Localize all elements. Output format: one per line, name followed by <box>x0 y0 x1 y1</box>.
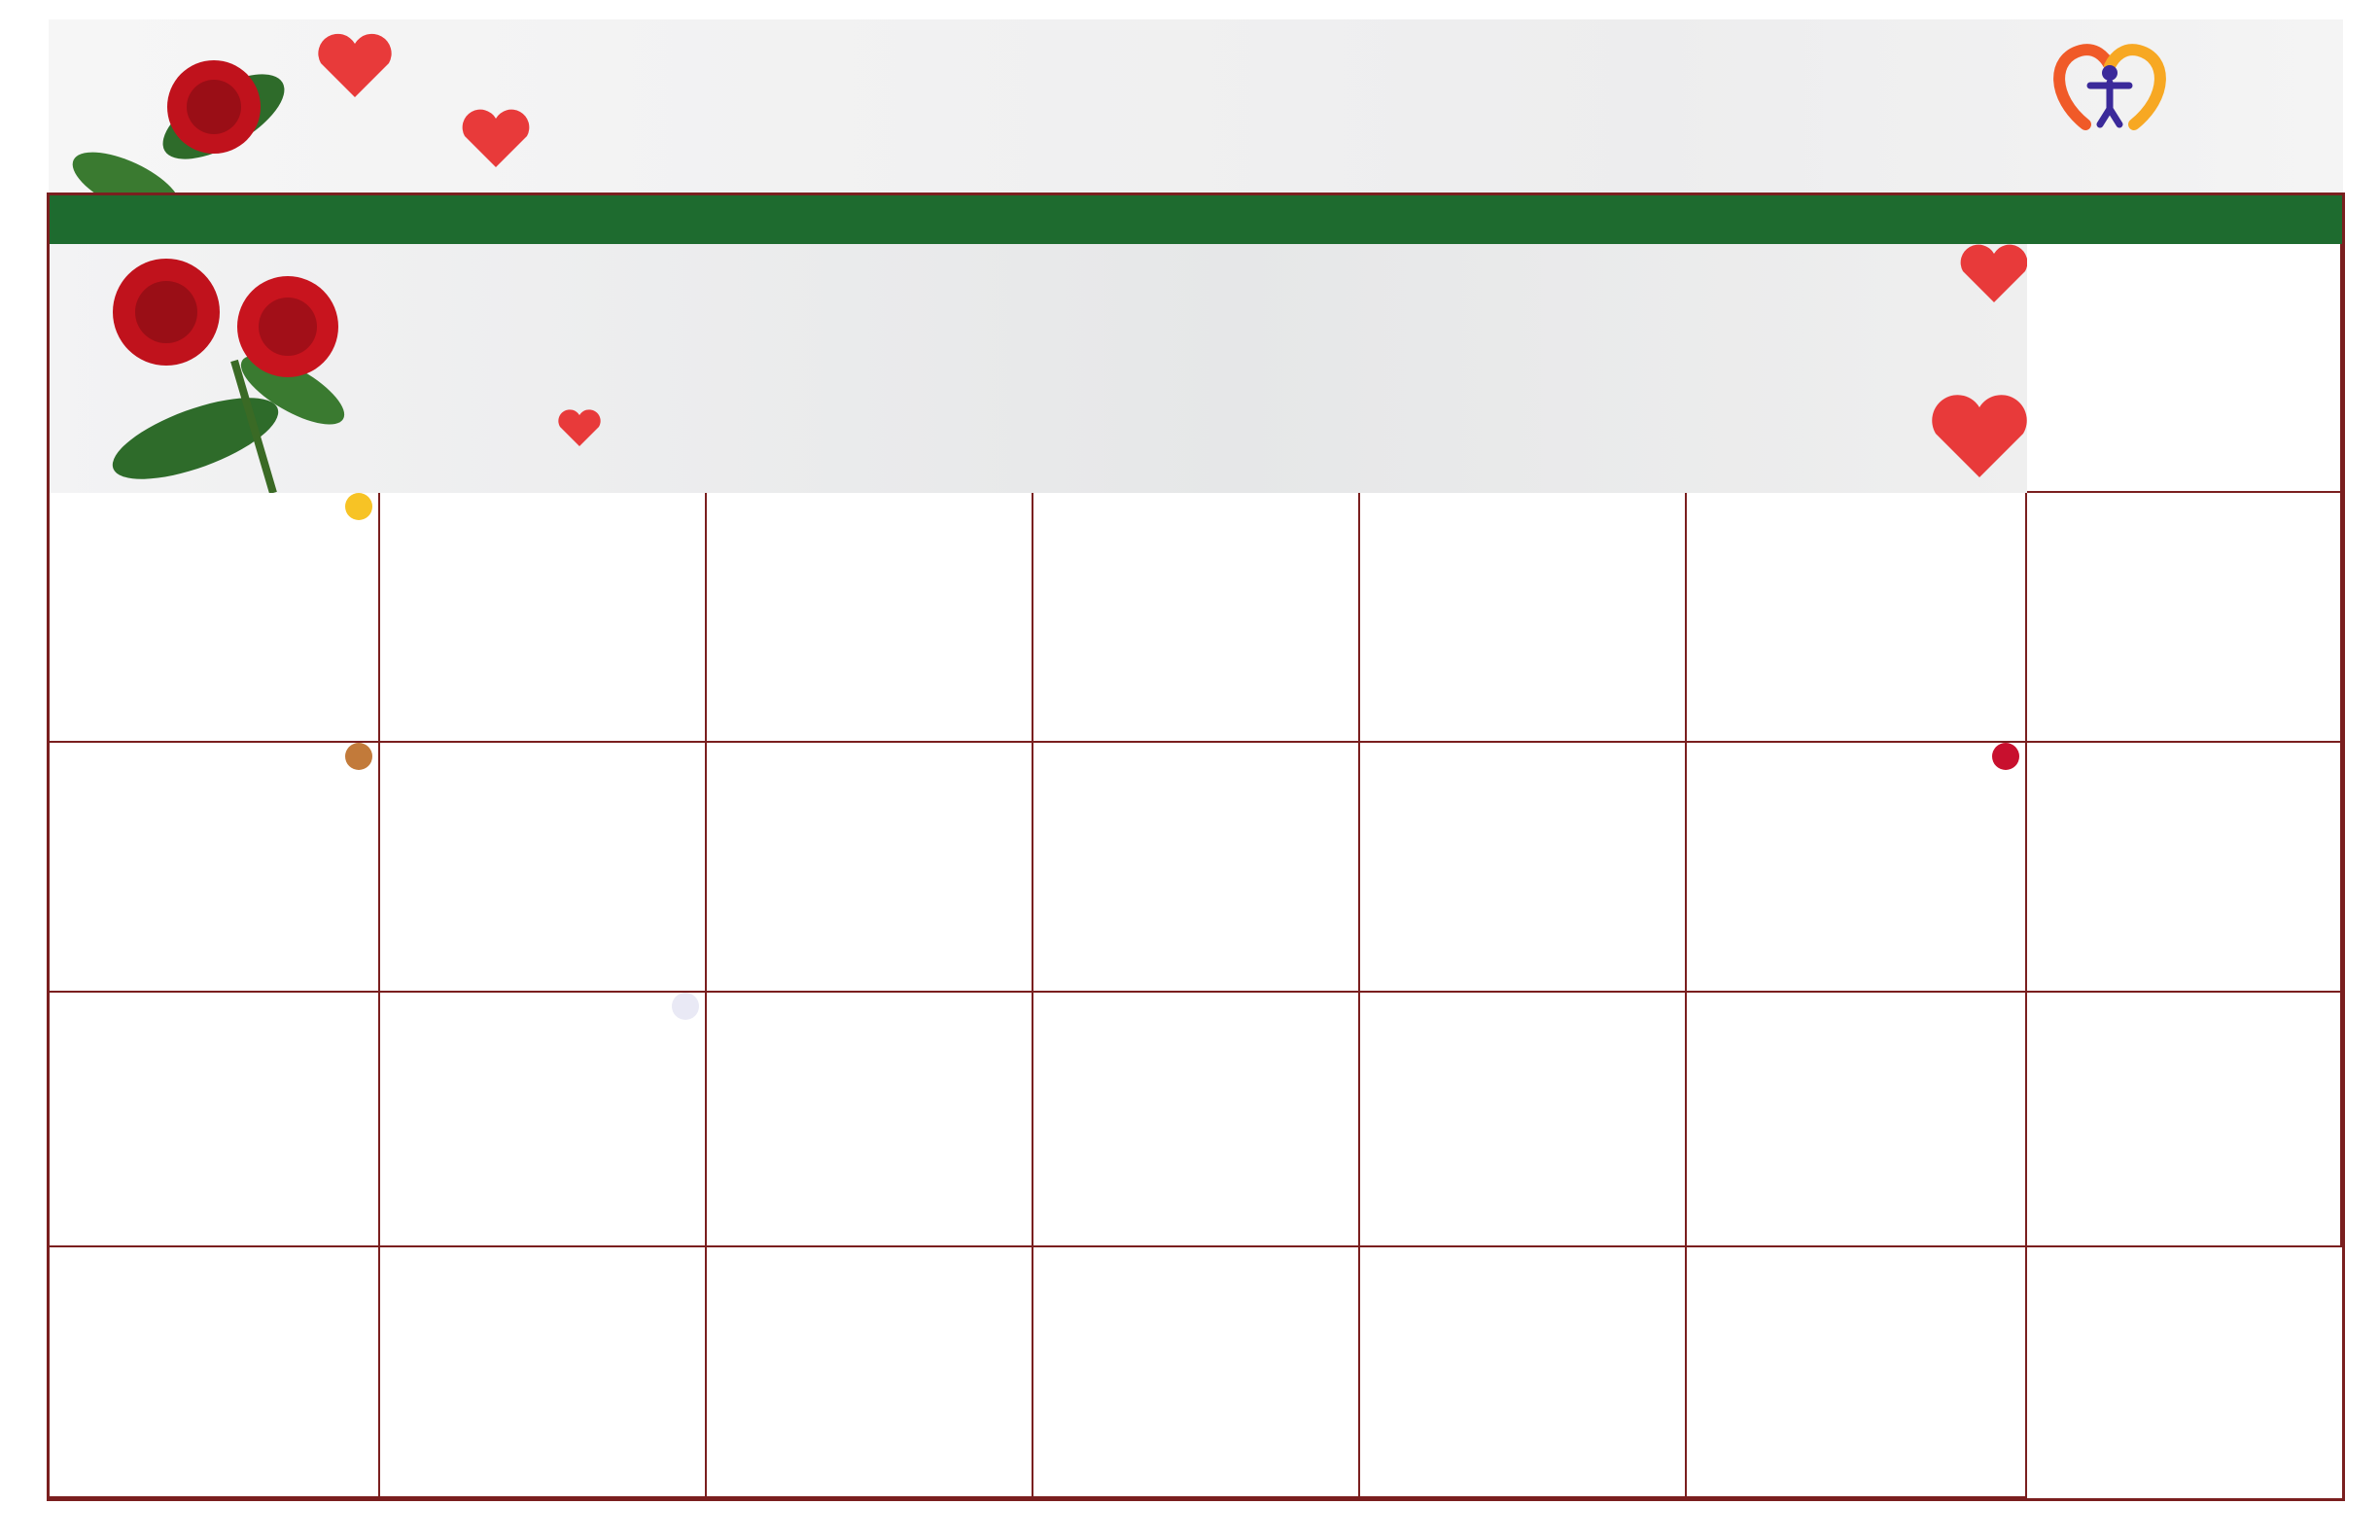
day-cell <box>1360 743 1687 993</box>
heart-icon <box>1955 244 2027 312</box>
day-cell <box>1033 1247 1360 1498</box>
roses-image <box>68 39 457 194</box>
day-cell <box>2027 993 2342 1247</box>
weekday-header-row <box>50 195 2342 244</box>
weekday-label <box>1360 195 1687 244</box>
day-number <box>345 743 372 770</box>
day-number <box>672 993 699 1020</box>
day-cell <box>1360 1247 1687 1498</box>
roses-image <box>50 244 370 493</box>
heart-icon <box>555 407 604 451</box>
day-cell <box>707 743 1033 993</box>
day-cell <box>1687 743 2027 993</box>
calendar-grid <box>47 192 2345 1501</box>
day-cell <box>380 1247 707 1498</box>
day-cell <box>1360 493 1687 743</box>
weekday-label <box>2027 195 2342 244</box>
weekday-label <box>1033 195 1360 244</box>
day-cell <box>380 493 707 743</box>
day-cell <box>1033 993 1360 1247</box>
day-cell <box>50 993 380 1247</box>
weekday-label <box>380 195 707 244</box>
day-cell <box>380 743 707 993</box>
weekday-label <box>1687 195 2027 244</box>
day-cell <box>50 743 380 993</box>
day-cell <box>1033 743 1360 993</box>
day-cell <box>2027 493 2342 743</box>
weekday-label <box>50 195 380 244</box>
day-cell <box>1033 493 1360 743</box>
heart-icon <box>457 107 535 175</box>
weekday-label <box>707 195 1033 244</box>
brooklyn-center-logo <box>2051 39 2343 136</box>
day-cell <box>707 1247 1033 1498</box>
day-cell <box>50 493 380 743</box>
day-cell <box>1360 993 1687 1247</box>
heart-icon <box>311 29 399 107</box>
day-cell <box>707 993 1033 1247</box>
day-cell <box>707 493 1033 743</box>
day-cell <box>1687 993 2027 1247</box>
day-cell <box>2027 244 2342 493</box>
day-number <box>1992 743 2019 770</box>
day-cell <box>50 1247 380 1498</box>
day-cell <box>1687 493 2027 743</box>
day-cell <box>1687 1247 2027 1498</box>
day-cell <box>380 993 707 1247</box>
heart-icon <box>1926 390 2027 487</box>
header-background <box>49 19 2343 194</box>
day-cell <box>2027 743 2342 993</box>
day-number <box>345 493 372 520</box>
valentine-banner <box>50 244 2027 493</box>
